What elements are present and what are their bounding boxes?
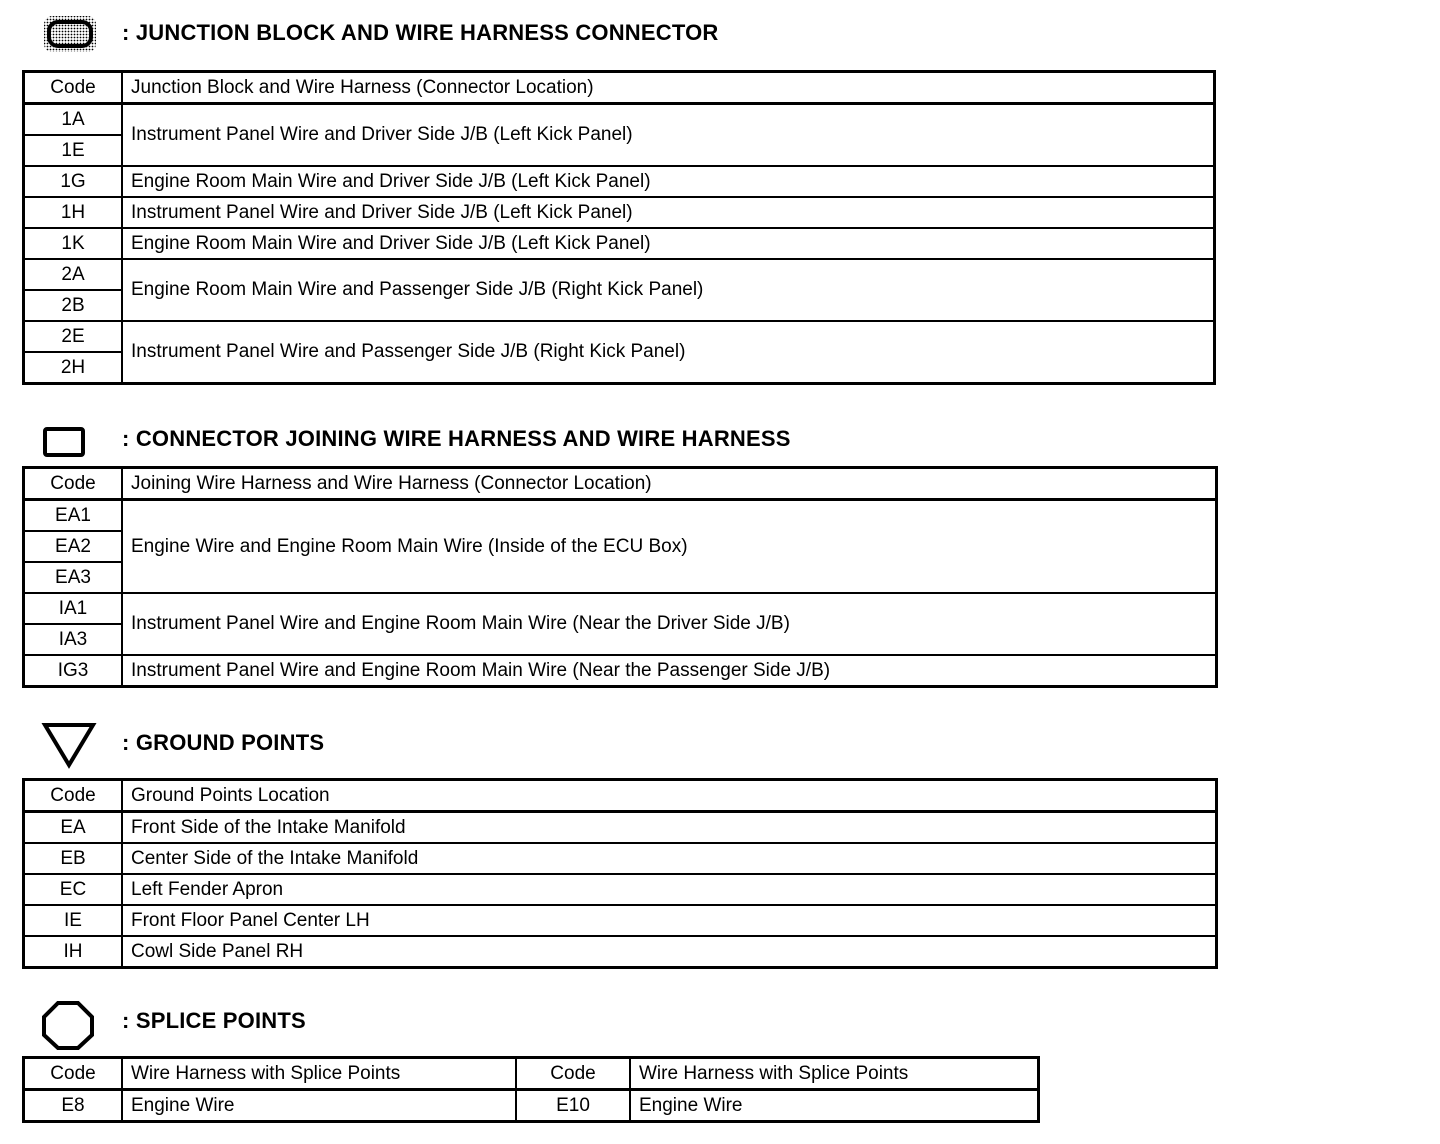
- splice-section-header: [0, 1000, 1200, 1040]
- description-cell: Engine Room Main Wire and Driver Side J/B (Left Kick Panel): [122, 166, 1215, 197]
- code-cell: 1E: [24, 135, 123, 166]
- description-cell: Instrument Panel Wire and Passenger Side J/B (Right Kick Panel): [122, 321, 1215, 384]
- table-row: [24, 874, 1217, 905]
- code-cell: 1K: [24, 228, 123, 259]
- table-row: [24, 936, 1217, 968]
- junction-section-header: [0, 12, 1200, 52]
- description-column-header: Joining Wire Harness and Wire Harness (Connector Location): [122, 468, 1217, 500]
- table-row: [24, 1090, 1039, 1122]
- code-cell: EA: [24, 812, 123, 844]
- table-header-row: [24, 72, 1215, 104]
- description-column-header: Junction Block and Wire Harness (Connector Location): [122, 72, 1215, 104]
- code-cell: EA1: [24, 500, 123, 532]
- description-cell: Cowl Side Panel RH: [122, 936, 1217, 968]
- table-row: [24, 812, 1217, 844]
- table-row: [24, 843, 1217, 874]
- description-cell: Engine Wire: [122, 1090, 516, 1122]
- table-row: [24, 655, 1217, 687]
- description-cell: Center Side of the Intake Manifold: [122, 843, 1217, 874]
- description-column-header: Wire Harness with Splice Points: [122, 1058, 516, 1090]
- table-row: [24, 259, 1215, 290]
- junction-table: [22, 70, 1216, 385]
- dotted-rounded-rect-icon: [40, 12, 100, 52]
- description-cell: Front Floor Panel Center LH: [122, 905, 1217, 936]
- code-cell: IA1: [24, 593, 123, 624]
- table-header-row: [24, 468, 1217, 500]
- connector-section-title: : CONNECTOR JOINING WIRE HARNESS AND WIRE HARNESS: [122, 426, 791, 451]
- description-cell: Instrument Panel Wire and Engine Room Main Wire (Near the Driver Side J/B): [122, 593, 1217, 655]
- table-row: [24, 500, 1217, 532]
- description-cell: Left Fender Apron: [122, 874, 1217, 905]
- code-cell: IH: [24, 936, 123, 968]
- table-row: [24, 197, 1215, 228]
- code-cell: E8: [24, 1090, 123, 1122]
- connector-section-header: [0, 418, 1200, 458]
- ground-table: [22, 778, 1218, 969]
- code-column-header: Code: [24, 72, 123, 104]
- code-cell: IA3: [24, 624, 123, 655]
- code-cell: EA2: [24, 531, 123, 562]
- code-cell: 1A: [24, 104, 123, 136]
- code-column-header: Code: [24, 780, 123, 812]
- connector-table: [22, 466, 1218, 688]
- description-cell: Instrument Panel Wire and Driver Side J/B (Left Kick Panel): [122, 104, 1215, 167]
- description-cell: Engine Room Main Wire and Driver Side J/B (Left Kick Panel): [122, 228, 1215, 259]
- description-cell: Engine Wire and Engine Room Main Wire (Inside of the ECU Box): [122, 500, 1217, 594]
- splice-table: [22, 1056, 1040, 1123]
- description-cell: Engine Wire: [630, 1090, 1039, 1122]
- table-row: [24, 166, 1215, 197]
- description-cell: Instrument Panel Wire and Engine Room Main Wire (Near the Passenger Side J/B): [122, 655, 1217, 687]
- code-column-header: Code: [24, 1058, 123, 1090]
- code-cell: 2B: [24, 290, 123, 321]
- code-cell: 1G: [24, 166, 123, 197]
- table-row: [24, 321, 1215, 352]
- splice-section-title: : SPLICE POINTS: [122, 1008, 306, 1033]
- code-cell: 2A: [24, 259, 123, 290]
- ground-section-title: : GROUND POINTS: [122, 730, 325, 755]
- description-cell: Engine Room Main Wire and Passenger Side J/B (Right Kick Panel): [122, 259, 1215, 321]
- table-row: [24, 593, 1217, 624]
- code-cell: 1H: [24, 197, 123, 228]
- code-column-header: Code: [516, 1058, 630, 1090]
- octagon-icon: [40, 1000, 100, 1050]
- table-header-row: [24, 780, 1217, 812]
- triangle-down-icon: [40, 722, 100, 772]
- code-cell: EA3: [24, 562, 123, 593]
- description-cell: Front Side of the Intake Manifold: [122, 812, 1217, 844]
- table-row: [24, 228, 1215, 259]
- ground-section-header: [0, 722, 1200, 762]
- code-cell: 2E: [24, 321, 123, 352]
- rectangle-icon: [40, 418, 100, 458]
- code-cell: EB: [24, 843, 123, 874]
- code-column-header: Code: [24, 468, 123, 500]
- description-column-header: Ground Points Location: [122, 780, 1217, 812]
- code-cell: IE: [24, 905, 123, 936]
- junction-section-title: : JUNCTION BLOCK AND WIRE HARNESS CONNECTOR: [122, 20, 719, 45]
- code-cell: EC: [24, 874, 123, 905]
- description-column-header: Wire Harness with Splice Points: [630, 1058, 1039, 1090]
- code-cell: E10: [516, 1090, 630, 1122]
- code-cell: 2H: [24, 352, 123, 384]
- description-cell: Instrument Panel Wire and Driver Side J/B (Left Kick Panel): [122, 197, 1215, 228]
- code-cell: IG3: [24, 655, 123, 687]
- table-row: [24, 104, 1215, 136]
- table-row: [24, 905, 1217, 936]
- table-header-row: [24, 1058, 1039, 1090]
